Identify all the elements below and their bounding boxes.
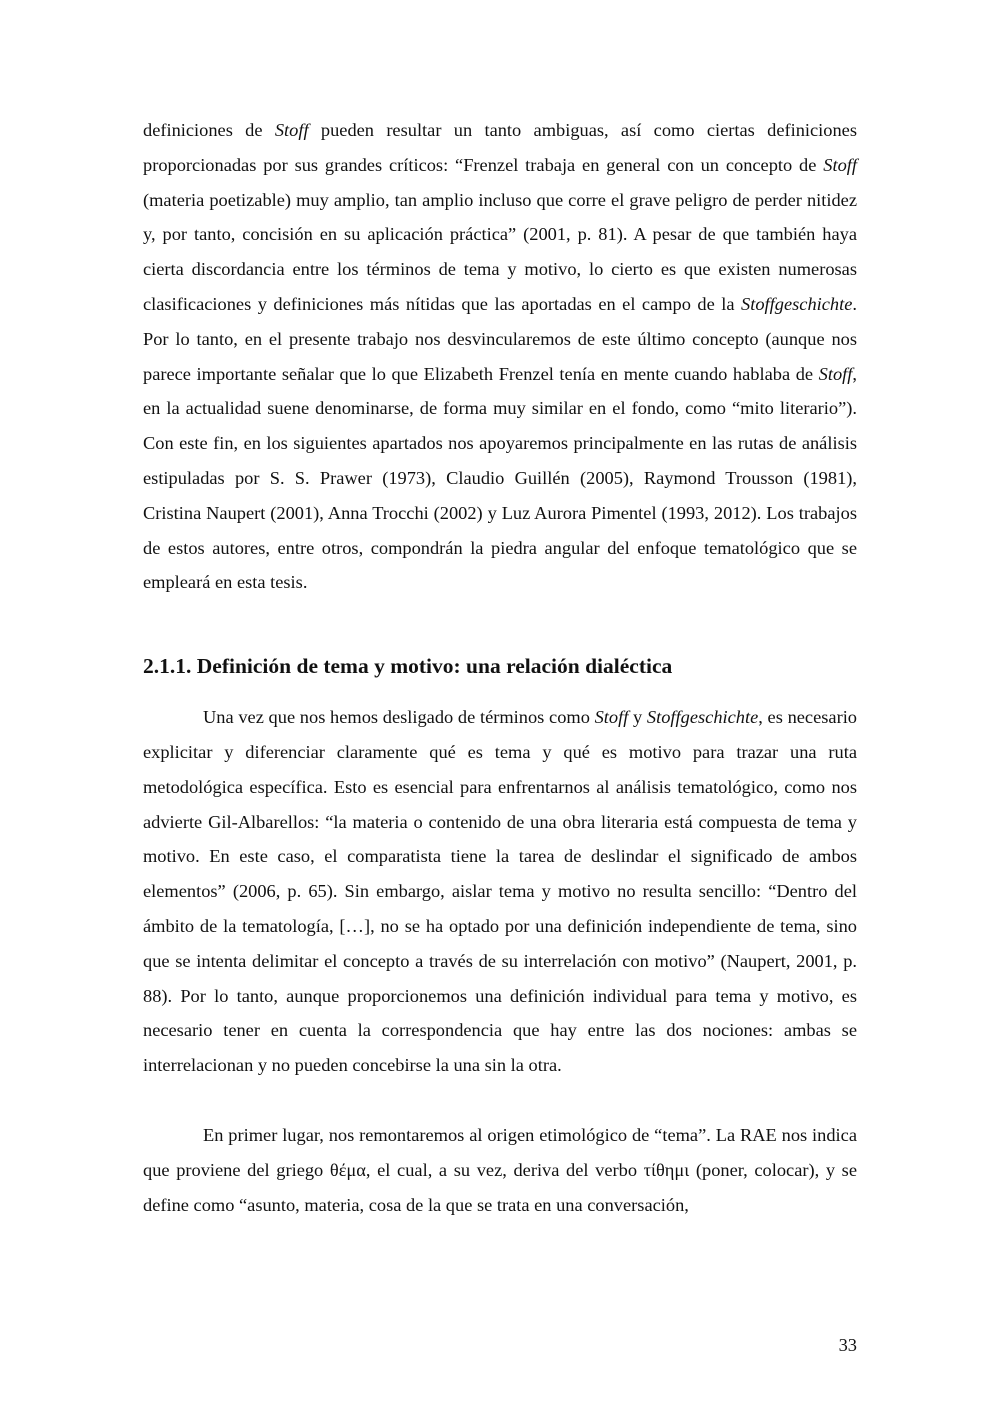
paragraph-gap: [143, 1083, 857, 1118]
paragraph-2: [143, 700, 857, 1083]
text-run: , es necesario explicitar y diferenciar claramente qué es tema y qué es motivo para trazar una ruta metodológica específica. Esto es esencial para enfrentarnos al análisis tematológico, como nos advierte Gil-Albarellos: “la materia o contenido de una obra literaria está compuesta de tema y motivo. En este caso, el comparatista tiene la tarea de deslindar el significado de ambos elementos” (2006, p. 65). Sin embargo, aislar tema y motivo no resulta sencillo: “Dentro del ámbito de la tematología, […], no se ha optado por una definición independiente de tema, sino que se intenta delimitar el concepto a través de su interrelación con motivo” (Naupert, 2001, p. 88). Por lo tanto, aunque proporcionemos una definición individual para tema y motivo, es necesario tener en cuenta la correspondencia que hay entre las dos nociones: ambas se interrelacionan y no pueden concebirse la una sin la otra.: [143, 707, 858, 1076]
text-run: Una vez que nos hemos desligado de términos como: [203, 707, 595, 728]
paragraph-3: [143, 1118, 857, 1222]
italic-term: Stoffgeschichte: [646, 707, 759, 728]
section-heading: 2.1.1. Definición de tema y motivo: una relación dialéctica: [143, 654, 673, 679]
document-body: [143, 113, 857, 1222]
italic-term: Stoff: [818, 363, 853, 384]
text-run: En primer lugar, nos remontaremos al origen etimológico de “tema”. La RAE nos indica que proviene del griego θέμα, el cual, a su vez, deriva del verbo τίθημι (poner, colocar), y se define como “asunto, materia, cosa de la que se trata en una conversación,: [143, 1124, 857, 1215]
paragraph-1: [143, 113, 857, 600]
text-run: , en la actualidad suene denominarse, de forma muy similar en el fondo, como “mito literario”). Con este fin, en los siguientes apartados nos apoyaremos principalmente en las rutas de análisis estipuladas por S. S. Prawer (1973), Claudio Guillén (2005), Raymond Trousson (1981), Cristina Naupert (2001), Anna Trocchi (2002) y Luz Aurora Pimentel (1993, 2012). Los trabajos de estos autores, entre otros, compondrán la piedra angular del enfoque tematológico que se empleará en esta tesis.: [143, 363, 857, 593]
italic-term: Stoff: [823, 154, 857, 175]
italic-term: Stoffgeschichte: [741, 293, 853, 314]
italic-term: Stoff: [594, 707, 629, 728]
text-run: (materia poetizable) muy amplio, tan amplio incluso que corre el grave peligro de perder nitidez y, por tanto, concisión en su aplicación práctica” (2001, p. 81). A pesar de que también haya cierta discordancia entre los términos de tema y motivo, lo cierto es que existen numerosas clasificaciones y definiciones más nítidas que las aportadas en el campo de la: [143, 189, 857, 314]
text-run: y: [628, 707, 647, 728]
text-run: . Por lo tanto, en el presente trabajo nos desvincularemos de este último concepto (aunque nos parece importante señalar que lo que Elizabeth Frenzel tenía en mente cuando hablaba de: [143, 293, 857, 384]
text-run: pueden resultar un tanto ambiguas, así como ciertas definiciones proporcionadas por sus grandes críticos: “Frenzel trabaja en general con un concepto de: [143, 120, 858, 175]
page-number: 33: [838, 1335, 857, 1355]
italic-term: Stoff: [274, 120, 309, 140]
text-run: definiciones de: [143, 120, 275, 140]
